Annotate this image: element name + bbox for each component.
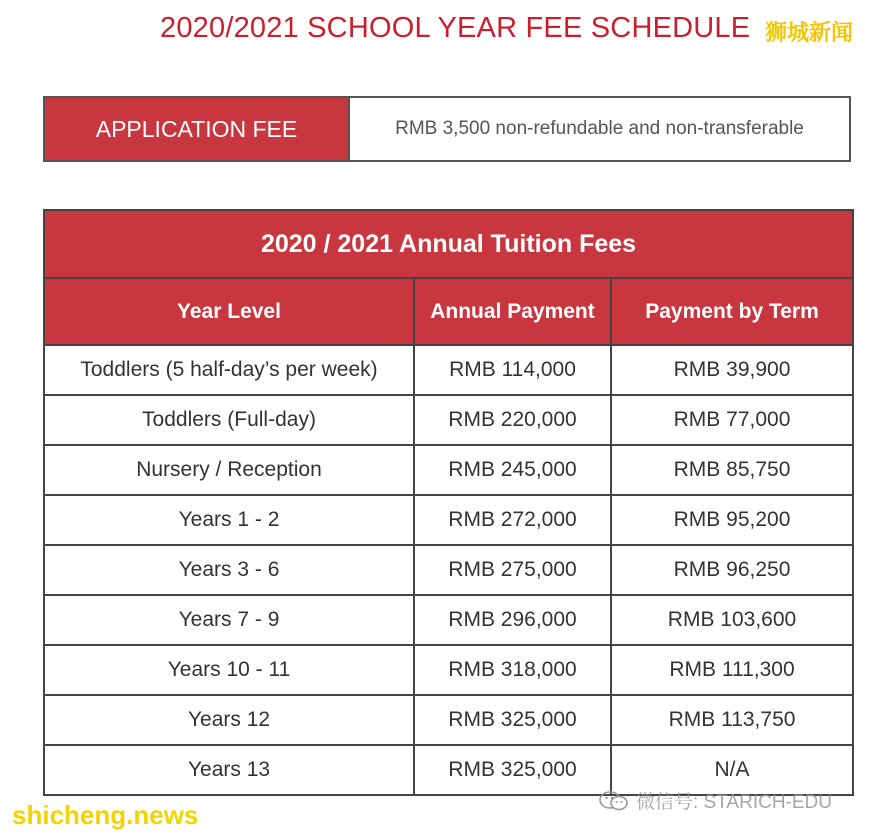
cell-payment-by-term: RMB 77,000 bbox=[611, 395, 853, 445]
cell-year-level: Toddlers (Full-day) bbox=[44, 395, 414, 445]
page-title: 2020/2021 SCHOOL YEAR FEE SCHEDULE bbox=[160, 12, 751, 44]
header-year-level: Year Level bbox=[44, 278, 414, 345]
watermark-bottom-left: shicheng.news bbox=[12, 800, 199, 830]
cell-year-level: Nursery / Reception bbox=[44, 445, 414, 495]
wechat-id-text: 微信号: STARICH-EDU bbox=[636, 792, 832, 813]
cell-annual-payment: RMB 245,000 bbox=[414, 445, 611, 495]
table-row bbox=[44, 545, 853, 595]
table-row bbox=[44, 645, 853, 695]
header-payment-by-term: Payment by Term bbox=[611, 278, 853, 345]
watermark-bottom-right bbox=[598, 787, 832, 814]
cell-payment-by-term: RMB 103,600 bbox=[611, 595, 853, 645]
cell-annual-payment: RMB 114,000 bbox=[414, 345, 611, 395]
cell-annual-payment: RMB 325,000 bbox=[414, 695, 611, 745]
tuition-table-title: 2020 / 2021 Annual Tuition Fees bbox=[44, 210, 853, 278]
cell-year-level: Years 13 bbox=[44, 745, 414, 795]
header-annual-payment: Annual Payment bbox=[414, 278, 611, 345]
cell-year-level: Years 10 - 11 bbox=[44, 645, 414, 695]
cell-annual-payment: RMB 272,000 bbox=[414, 495, 611, 545]
table-row bbox=[44, 395, 853, 445]
cell-year-level: Years 3 - 6 bbox=[44, 545, 414, 595]
tuition-table bbox=[43, 209, 854, 796]
cell-payment-by-term: RMB 39,900 bbox=[611, 345, 853, 395]
application-fee-label: APPLICATION FEE bbox=[45, 98, 350, 160]
table-row bbox=[44, 495, 853, 545]
cell-payment-by-term: RMB 85,750 bbox=[611, 445, 853, 495]
cell-payment-by-term: RMB 111,300 bbox=[611, 645, 853, 695]
table-row bbox=[44, 345, 853, 395]
cell-annual-payment: RMB 325,000 bbox=[414, 745, 611, 795]
cell-annual-payment: RMB 275,000 bbox=[414, 545, 611, 595]
cell-year-level: Years 7 - 9 bbox=[44, 595, 414, 645]
application-fee-box bbox=[43, 96, 851, 162]
cell-payment-by-term: RMB 96,250 bbox=[611, 545, 853, 595]
wechat-icon bbox=[598, 790, 630, 812]
application-fee-value: RMB 3,500 non-refundable and non-transferable bbox=[395, 118, 804, 139]
cell-payment-by-term: N/A bbox=[611, 745, 853, 795]
cell-year-level: Toddlers (5 half-day’s per week) bbox=[44, 345, 414, 395]
cell-payment-by-term: RMB 113,750 bbox=[611, 695, 853, 745]
cell-year-level: Years 1 - 2 bbox=[44, 495, 414, 545]
cell-annual-payment: RMB 220,000 bbox=[414, 395, 611, 445]
table-row bbox=[44, 695, 853, 745]
cell-payment-by-term: RMB 95,200 bbox=[611, 495, 853, 545]
cell-annual-payment: RMB 318,000 bbox=[414, 645, 611, 695]
table-row bbox=[44, 595, 853, 645]
cell-annual-payment: RMB 296,000 bbox=[414, 595, 611, 645]
watermark-top: 狮城新闻 bbox=[765, 21, 854, 46]
cell-year-level: Years 12 bbox=[44, 695, 414, 745]
table-row bbox=[44, 445, 853, 495]
